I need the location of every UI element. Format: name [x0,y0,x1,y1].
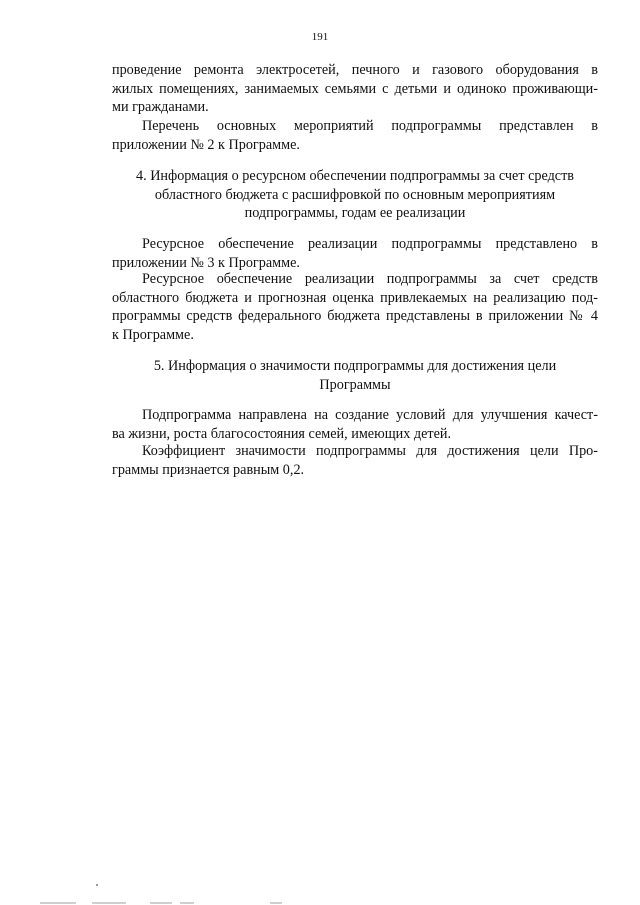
paragraph-resource-provision [112,235,598,272]
heading-line: областного бюджета с расшифровкой по основным мероприятиям [154,186,556,203]
text-line: ми гражданами. [112,99,209,115]
heading-line: подпрограммы, годам ее реализации [244,205,466,221]
section-5-heading [112,357,598,394]
paragraph-significance [112,442,598,479]
heading-line: 4. Информация о ресурсном обеспечении подпрограммы за счет средств [136,168,574,184]
text-line: Ресурсное обеспечение реализации подпрограммы представлено в [142,236,598,252]
heading-line: 5. Информация о значимости подпрограммы для достижения цели [153,358,557,374]
text-line: к Программе. [112,326,194,343]
paragraph-budget-funding [112,270,598,344]
page-number: 191 [311,31,329,43]
text-line: Ресурсное обеспечение реализации подпрограммы за счет средств [142,271,598,287]
heading-line: Программы [319,376,391,393]
text-line: областного бюджета и прогнозная оценка привлекаемых на реализацию под- [112,289,598,306]
text-line: ва жизни, роста благосостояния семей, имеющих детей. [112,425,452,442]
text-line: Перечень основных мероприятий подпрограммы представлен в [142,118,598,134]
paragraph-repair [112,61,598,117]
text-line: Коэффициент значимости подпрограммы для достижения цели Про- [142,443,598,459]
text-line: проведение ремонта электросетей, печного и газового оборудования в [112,62,598,78]
text-line: программы средств федерального бюджета представлены в приложении № 4 [112,308,598,324]
text-line: приложении № 2 к Программе. [112,136,300,153]
text-line: граммы признается равным 0,2. [112,461,305,478]
scan-artifacts [0,892,640,904]
paragraph-activities-list [112,117,598,154]
section-4-heading [112,167,598,223]
text-line: приложении № 3 к Программе. [112,254,300,271]
text-line: жилых помещениях, занимаемых семьями с детьми и одиноко проживающи- [112,80,598,97]
paragraph-purpose [112,406,598,443]
text-line: Подпрограмма направлена на создание условий для улучшения качест- [142,407,598,423]
